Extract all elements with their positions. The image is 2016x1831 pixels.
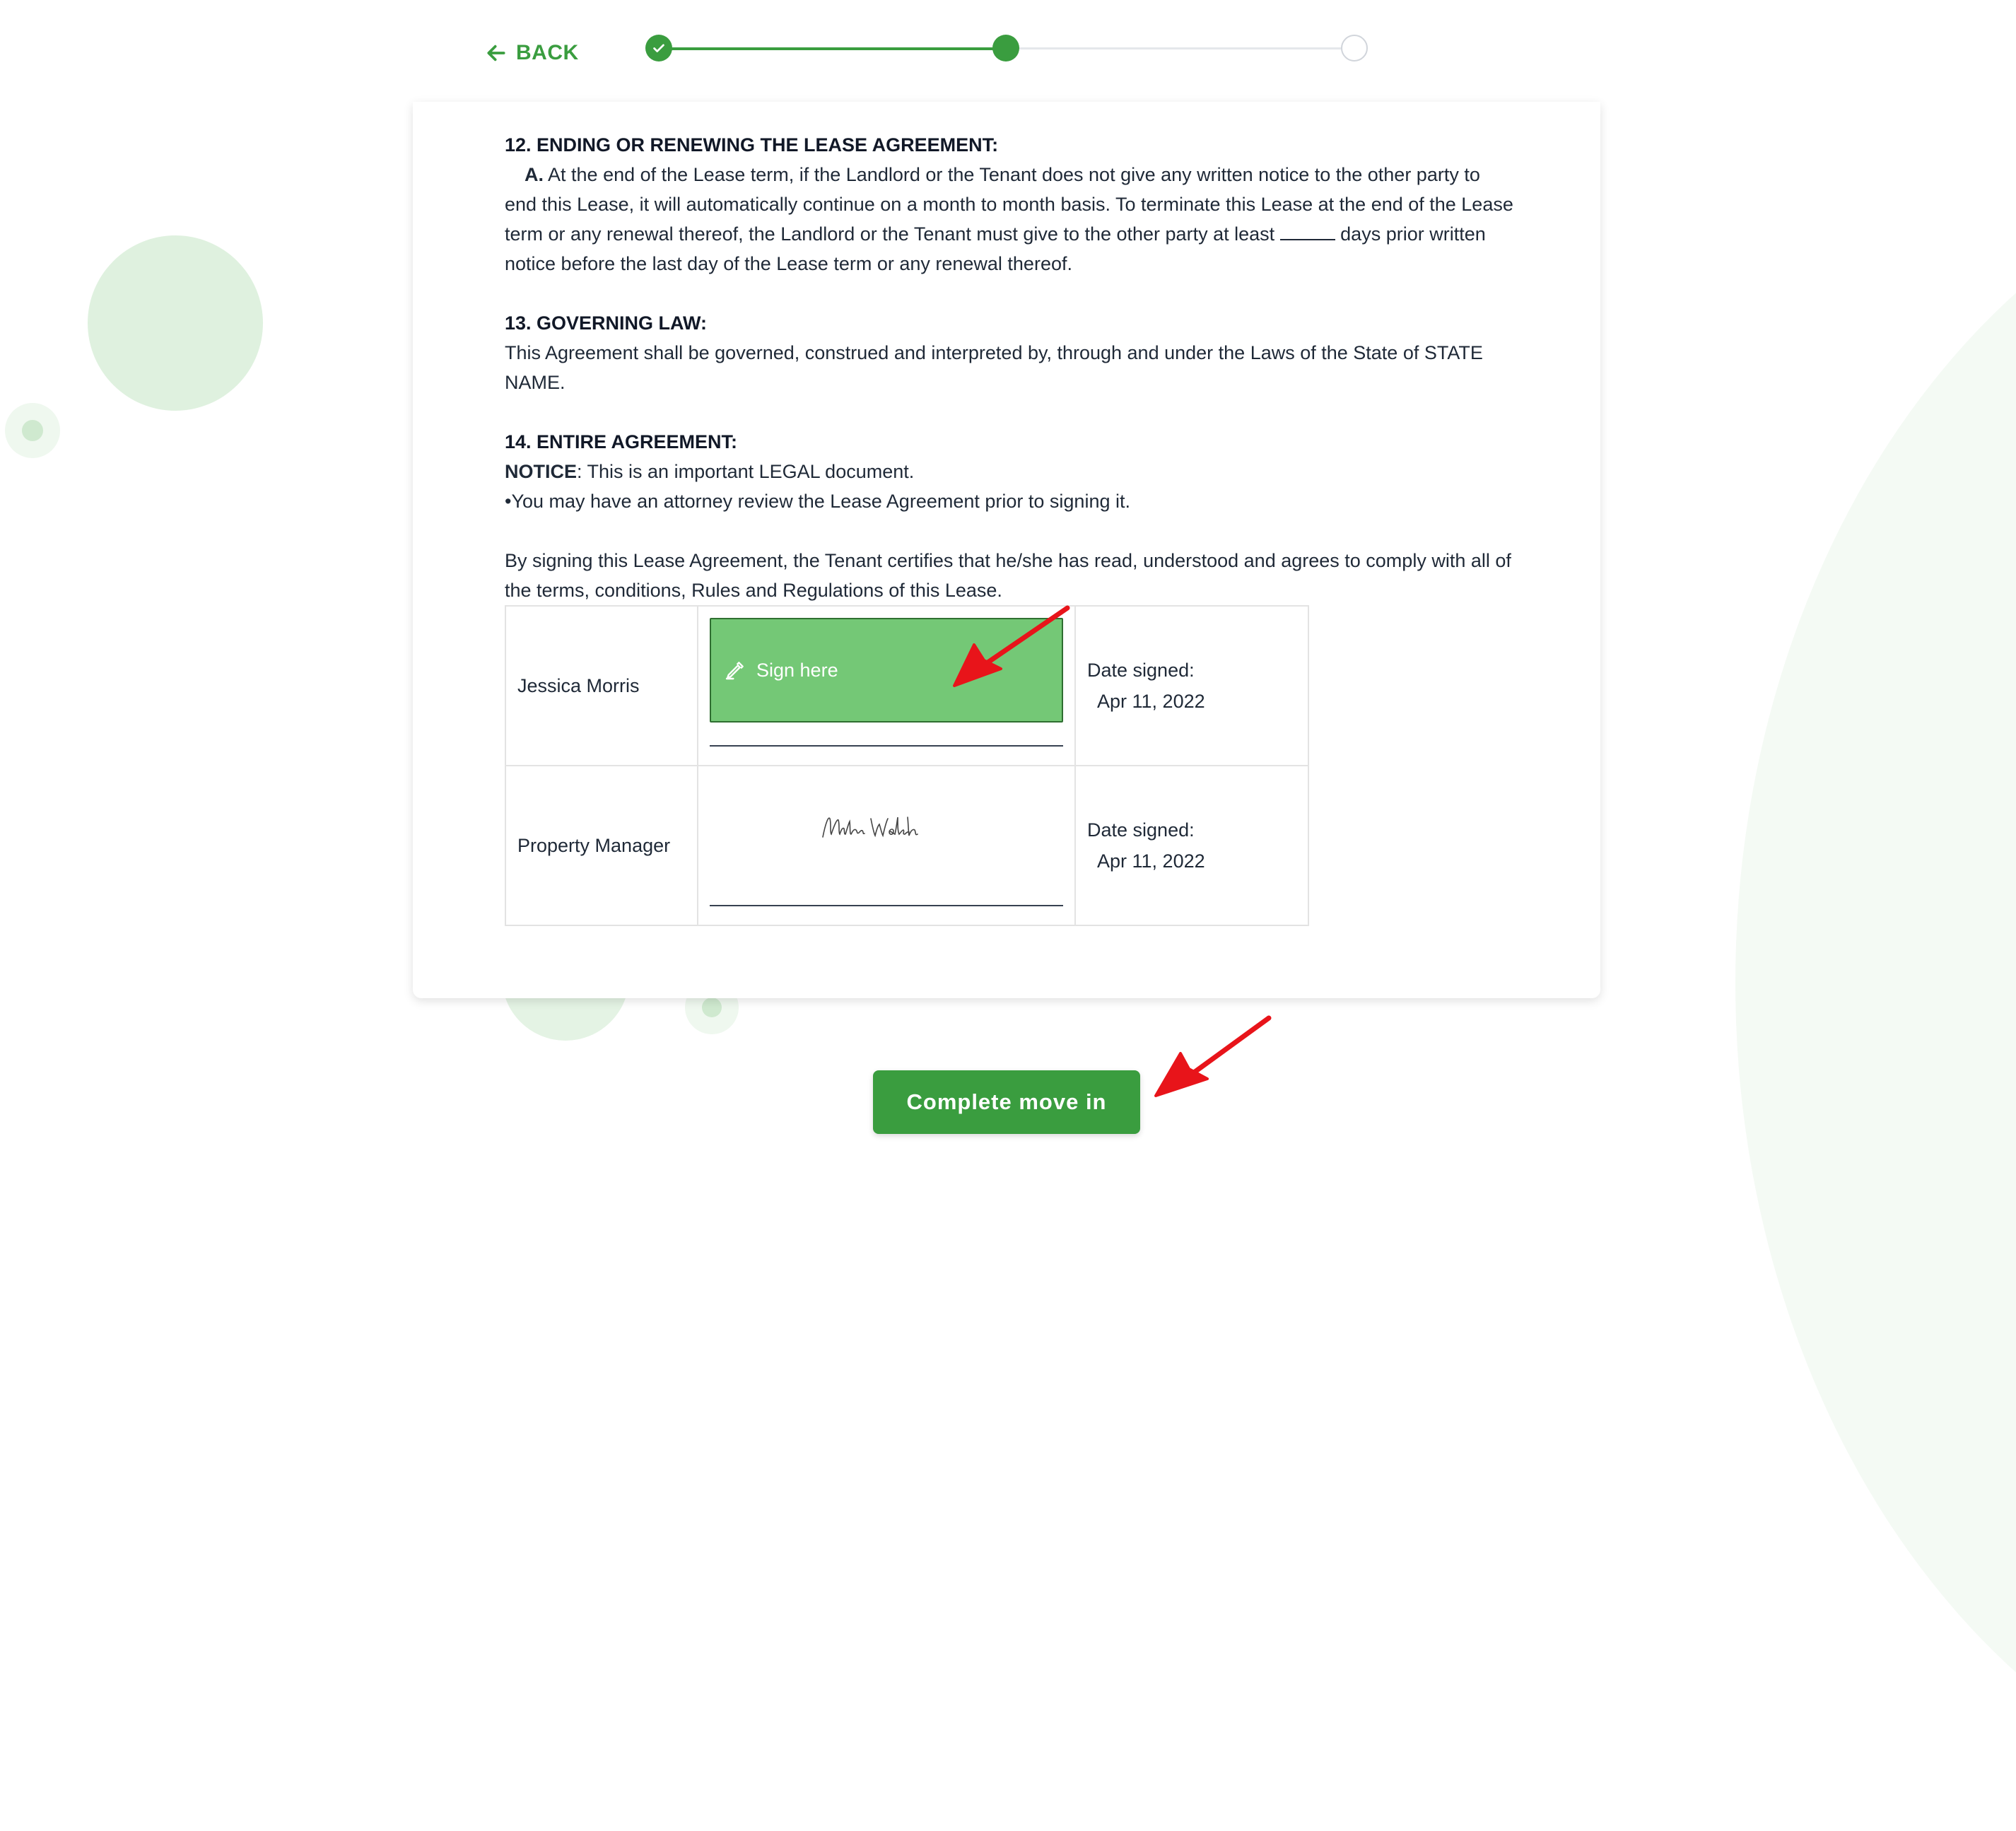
annotation-arrow-icon bbox=[1145, 1011, 1279, 1103]
pen-icon bbox=[724, 659, 746, 681]
check-icon bbox=[651, 40, 667, 56]
date-value: Apr 11, 2022 bbox=[1097, 691, 1205, 712]
date-label: Date signed: bbox=[1087, 819, 1195, 841]
signature-line bbox=[710, 905, 1063, 906]
section-14-heading: 14. ENTIRE AGREEMENT: bbox=[505, 431, 738, 452]
progress-stepper bbox=[645, 34, 1368, 62]
certification-text: By signing this Lease Agreement, the Tenant certifies that he/she has read, understood and agrees to comply with all of the terms, conditions, Rules and Regulations of this Lease. bbox=[505, 550, 1511, 601]
date-value: Apr 11, 2022 bbox=[1097, 850, 1205, 872]
notice-text bbox=[505, 457, 1516, 486]
date-label: Date signed: bbox=[1087, 660, 1195, 681]
step-1-complete bbox=[645, 35, 672, 62]
notice-label: NOTICE bbox=[505, 461, 578, 482]
table-row bbox=[505, 606, 1308, 766]
manager-date-cell bbox=[1075, 766, 1308, 925]
clause-text: days prior written notice before the last day of the Lease term or any renewal thereof. bbox=[505, 223, 1486, 274]
decorative-circle bbox=[88, 235, 263, 411]
complete-move-in-button[interactable]: Complete move in bbox=[873, 1070, 1140, 1134]
stepper-remaining-line bbox=[1007, 47, 1354, 49]
section-13-heading: 13. GOVERNING LAW: bbox=[505, 312, 708, 334]
clause-text: At the end of the Lease term, if the Landlord or the Tenant does not give any written notice to the other party to end this Lease, it will automatically continue on a month to month basis. To terminate this Lease at the end of the Lease term or any renewal thereof, the Landlord or the Tenant must give to the other party at least bbox=[505, 164, 1513, 245]
attorney-bullet: •You may have an attorney review the Lease Agreement prior to signing it. bbox=[505, 491, 1130, 512]
back-label: BACK bbox=[516, 41, 579, 64]
notice-days-blank bbox=[1280, 219, 1335, 240]
arrow-left-icon bbox=[485, 42, 508, 64]
section-12-heading: 12. ENDING OR RENEWING THE LEASE AGREEMENT: bbox=[505, 134, 999, 156]
table-row bbox=[505, 766, 1308, 925]
tenant-date-cell bbox=[1075, 606, 1308, 766]
step-3-upcoming bbox=[1341, 35, 1368, 62]
decorative-dot bbox=[22, 420, 43, 441]
section-12-text bbox=[505, 160, 1516, 279]
step-2-current bbox=[992, 35, 1019, 62]
manager-signature-cell bbox=[698, 766, 1075, 925]
tenant-name: Jessica Morris bbox=[505, 606, 698, 766]
sign-here-label: Sign here bbox=[756, 659, 838, 681]
section-13-text: This Agreement shall be governed, construed and interpreted by, through and under the Laws of the State of STATE NAME. bbox=[505, 342, 1483, 393]
handwritten-signature bbox=[819, 809, 925, 851]
signature-table bbox=[505, 605, 1309, 926]
notice-body: : This is an important LEGAL document. bbox=[577, 461, 915, 482]
back-button[interactable] bbox=[485, 41, 579, 65]
stepper-progress-line bbox=[660, 47, 1004, 50]
lease-text bbox=[505, 130, 1516, 605]
clause-label: A. bbox=[524, 164, 544, 185]
background-shape bbox=[1735, 134, 2016, 1831]
decorative-dot bbox=[702, 998, 722, 1017]
annotation-arrow-icon bbox=[940, 601, 1074, 693]
manager-name: Property Manager bbox=[505, 766, 698, 925]
lease-document-card bbox=[413, 102, 1600, 998]
signature-line bbox=[710, 745, 1063, 747]
